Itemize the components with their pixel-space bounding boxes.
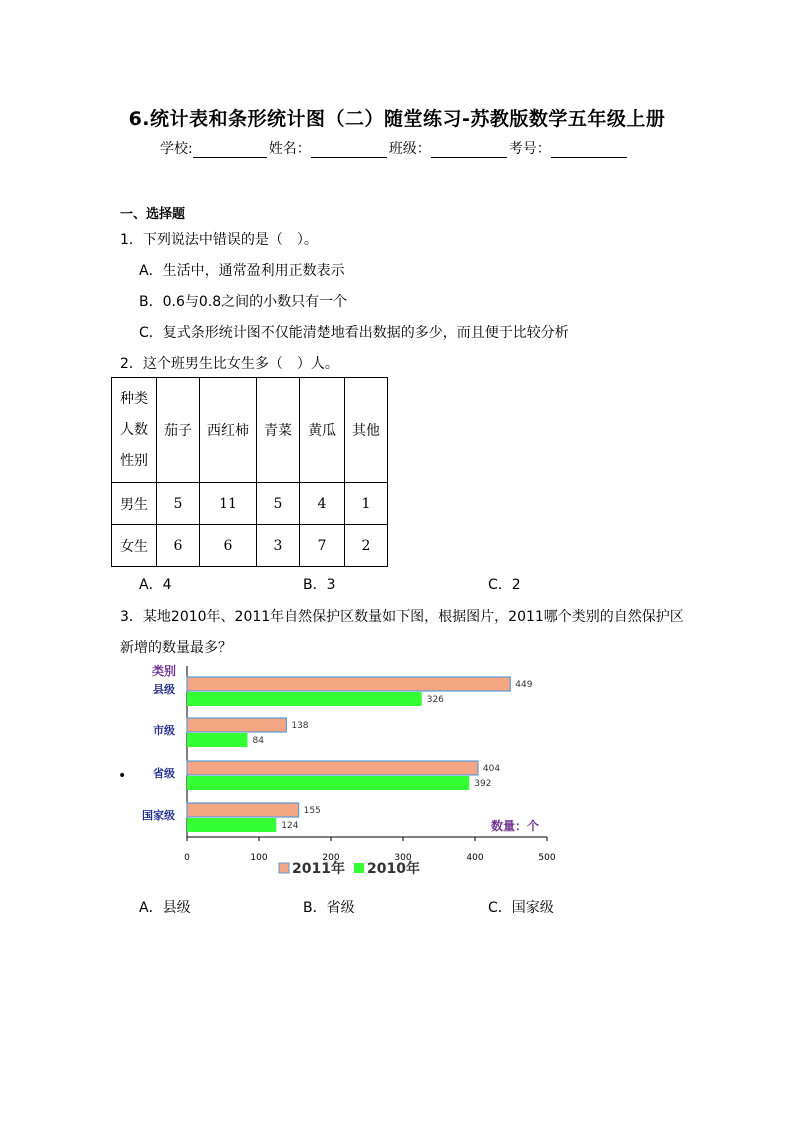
q1-option-b: B．0.6与0.8之间的小数只有一个 <box>139 294 348 310</box>
x-tick-label: 200 <box>322 853 340 863</box>
page-title: 6.统计表和条形统计图（二）随堂练习-苏教版数学五年级上册 <box>128 108 666 130</box>
section-title: 一、选择题 <box>120 207 186 222</box>
data-label: 155 <box>303 806 321 816</box>
exam-no-label: 考号： <box>508 141 551 157</box>
bar-2011 <box>187 761 478 775</box>
header-cell: 黄瓜 <box>300 378 345 483</box>
data-label: 326 <box>426 695 444 705</box>
q1-option-c: C．复式条形统计图不仅能清楚地看出数据的多少，而且便于比较分析 <box>139 325 569 341</box>
legend-label-2011: 2011年 <box>292 861 345 877</box>
school-label: 学校: <box>160 141 193 157</box>
bar-2010 <box>187 818 276 832</box>
bullet-mark: • <box>118 768 127 784</box>
row-label: 女生 <box>112 525 157 567</box>
corner-count: 人数 <box>120 421 148 438</box>
table-cell: 2 <box>345 525 388 567</box>
q1-option-a: A．生活中，通常盈利用正数表示 <box>139 263 345 279</box>
table-cell: 4 <box>300 483 345 525</box>
category-label: 省级 <box>153 767 175 780</box>
q2-option-b: B．3 <box>303 577 336 593</box>
data-label: 404 <box>482 764 501 774</box>
bar-2010 <box>187 733 247 747</box>
class-label: 班级： <box>388 141 431 157</box>
x-tick-label: 400 <box>466 853 484 863</box>
table-cell: 11 <box>200 483 257 525</box>
table-corner <box>112 378 157 483</box>
name-label: 姓名： <box>268 141 311 157</box>
table-cell: 7 <box>300 525 345 567</box>
q3-option-a: A．县级 <box>139 900 191 916</box>
table-row <box>112 525 388 567</box>
corner-kind: 种类 <box>120 390 148 407</box>
corner-gender: 性别 <box>120 452 148 469</box>
data-label: 392 <box>474 779 492 789</box>
name-blank[interactable] <box>311 143 387 158</box>
row-label: 男生 <box>112 483 157 525</box>
data-label: 138 <box>291 721 309 731</box>
y-axis-title: 类别 <box>152 664 177 678</box>
bar-2011 <box>187 677 510 691</box>
q3-option-b: B．省级 <box>303 900 355 916</box>
bar-2010 <box>187 776 469 790</box>
x-tick-label: 500 <box>538 853 556 863</box>
x-tick-label: 300 <box>394 853 412 863</box>
data-label: 449 <box>515 680 533 690</box>
legend-swatch-2010 <box>354 863 364 873</box>
bar-2010 <box>187 692 422 706</box>
header-cell: 茄子 <box>157 378 200 483</box>
table-cell: 3 <box>257 525 300 567</box>
header-cell: 其他 <box>345 378 388 483</box>
header-cell: 西红柿 <box>200 378 257 483</box>
student-info <box>160 138 629 158</box>
q2-option-a: A．4 <box>139 577 172 593</box>
exam-no-blank[interactable] <box>551 143 627 158</box>
table-cell: 5 <box>157 483 200 525</box>
data-label: 124 <box>281 821 299 831</box>
school-blank[interactable] <box>193 143 267 158</box>
q3-option-c: C．国家级 <box>488 900 554 916</box>
bar-2011 <box>187 803 299 817</box>
class-blank[interactable] <box>431 143 507 158</box>
category-label: 国家级 <box>142 809 175 822</box>
reserve-bar-chart <box>120 660 580 892</box>
x-tick-label: 0 <box>184 853 190 863</box>
table-row <box>112 483 388 525</box>
category-label: 市级 <box>153 724 175 737</box>
x-axis-title: 数量：个 <box>491 819 540 833</box>
legend-swatch-2011 <box>279 863 289 873</box>
q2-option-c: C．2 <box>488 577 521 593</box>
x-tick-label: 100 <box>250 853 268 863</box>
table-cell: 5 <box>257 483 300 525</box>
category-label: 县级 <box>153 683 175 696</box>
q1-stem: 1．下列说法中错误的是（ ）。 <box>120 232 318 248</box>
table-cell: 6 <box>157 525 200 567</box>
q3-stem-line1: 3．某地2010年、2011年自然保护区数量如下图，根据图片，2011哪个类别的自然保护区 <box>120 609 684 625</box>
vegetable-table <box>111 377 388 567</box>
bar-2011 <box>187 718 286 732</box>
q2-stem: 2．这个班男生比女生多（ ）人。 <box>120 356 339 372</box>
data-label: 84 <box>252 736 264 746</box>
header-cell: 青菜 <box>257 378 300 483</box>
legend-label-2010: 2010年 <box>367 861 420 877</box>
q3-stem-line2: 新增的数量最多？ <box>120 640 232 656</box>
table-cell: 1 <box>345 483 388 525</box>
table-cell: 6 <box>200 525 257 567</box>
